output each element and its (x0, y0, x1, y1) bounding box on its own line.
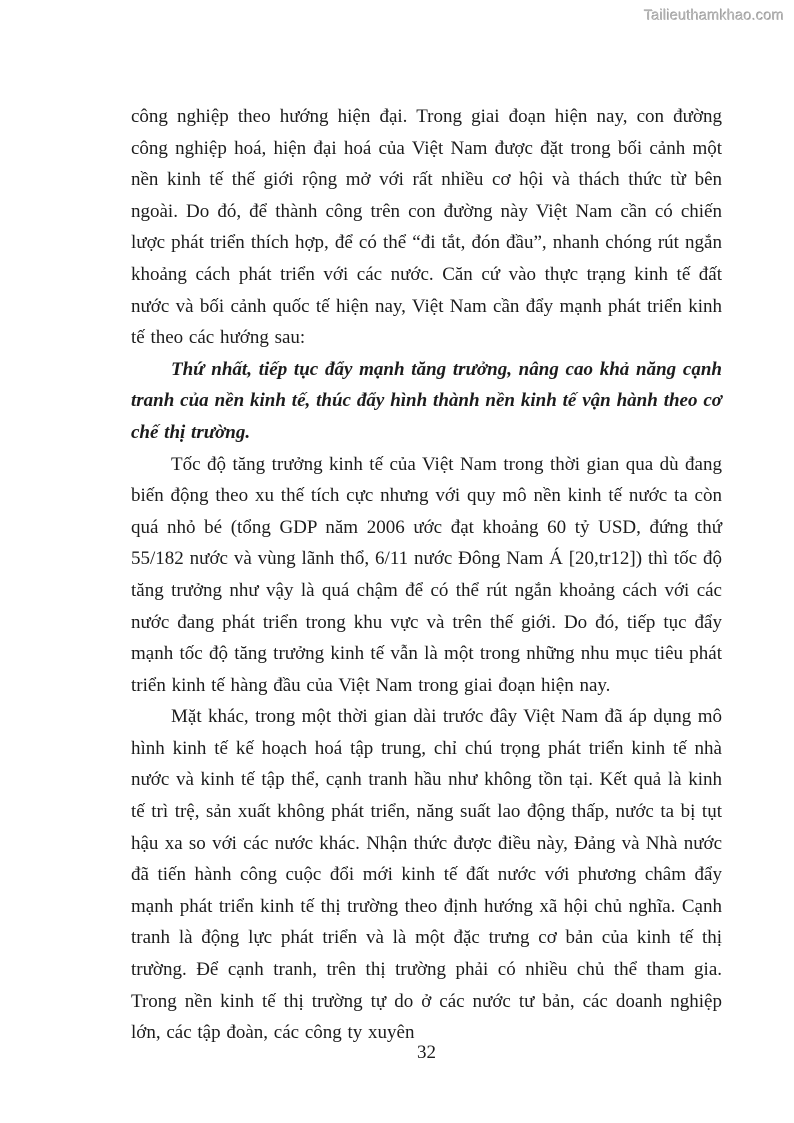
paragraph-heading-thu-nhat: Thứ nhất, tiếp tục đẩy mạnh tăng trưởng, nâng cao khả năng cạnh tranh của nền kinh tế, thúc đẩy hình thành nền kinh tế vận hành theo cơ chế thị trường. (131, 358, 722, 443)
page-number: 32 (417, 1042, 436, 1063)
paragraph-growth-rate: Tốc độ tăng trưởng kinh tế của Việt Nam trong thời gian qua dù đang biến động theo xu thế tích cực nhưng với quy mô nền kinh tế nước ta còn quá nhỏ bé (tổng GDP năm 2006 ước đạt khoảng 60 tỷ USD, đứng thứ 55/182 nước và vùng lãnh thổ, 6/11 nước Đông Nam Á [20,tr12]) thì tốc độ tăng trưởng như vậy là quá chậm để có thể rút ngắn khoảng cách với các nước đang phát triển trong khu vực và trên thế giới. Do đó, tiếp tục đẩy mạnh tốc độ tăng trưởng kinh tế vẫn là một trong những nhu mục tiêu phát triển kinh tế hàng đầu của Việt Nam trong giai đoạn hiện nay. (131, 453, 722, 696)
paragraph-continuation: công nghiệp theo hướng hiện đại. Trong giai đoạn hiện nay, con đường công nghiệp hoá, hiện đại hoá của Việt Nam được đặt trong bối cảnh một nền kinh tế thế giới rộng mở với rất nhiều cơ hội và thách thức từ bên ngoài. Do đó, để thành công trên con đường này Việt Nam cần có chiến lược phát triển thích hợp, để có thể “đi tắt, đón đầu”, nhanh chóng rút ngắn khoảng cách phát triển với các nước. Căn cứ vào thực trạng kinh tế đất nước và bối cảnh quốc tế hiện nay, Việt Nam cần đẩy mạnh phát triển kinh tế theo các hướng sau: (131, 106, 722, 349)
watermark-text: Tailieuthamkhao.com (643, 8, 784, 24)
paragraph-mat-khac: Mặt khác, trong một thời gian dài trước đây Việt Nam đã áp dụng mô hình kinh tế kế hoạch hoá tập trung, chỉ chú trọng phát triển kinh tế nhà nước và kinh tế tập thể, cạnh tranh hầu như không tồn tại. Kết quả là kinh tế trì trệ, sản xuất không phát triển, năng suất lao động thấp, nước ta bị tụt hậu xa so với các nước khác. Nhận thức được điều này, Đảng và Nhà nước đã tiến hành công cuộc đổi mới kinh tế đất nước với phương châm đẩy mạnh phát triển kinh tế thị trường theo định hướng xã hội chủ nghĩa. Cạnh tranh là động lực phát triển và là một đặc trưng cơ bản của kinh tế thị trường. Để cạnh tranh, trên thị trường phải có nhiều chủ thể tham gia. Trong nền kinh tế thị trường tự do ở các nước tư bản, các doanh nghiệp lớn, các tập đoàn, các công ty xuyên (131, 706, 722, 1044)
page-body (131, 101, 722, 1049)
